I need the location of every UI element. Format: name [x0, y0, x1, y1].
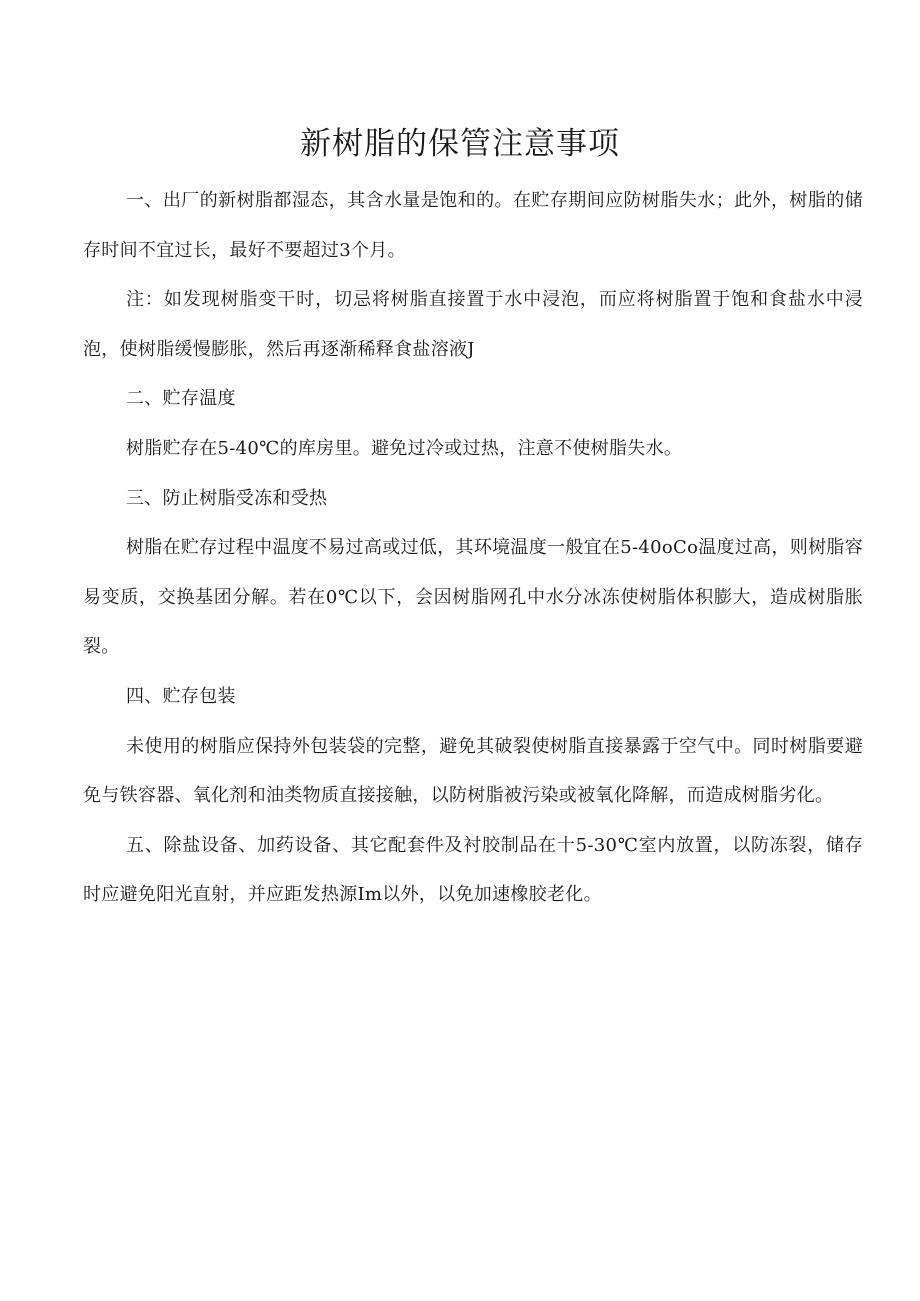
paragraph-section-1: 一、出厂的新树脂都湿态，其含水量是饱和的。在贮存期间应防树脂失水；此外，树脂的储存时间不宜过长，最好不要超过3个月。 — [83, 190, 863, 261]
document-body — [83, 176, 863, 920]
paragraph-note: 注：如发现树脂变干时，切忌将树脂直接置于水中浸泡，而应将树脂置于饱和食盐水中浸泡，使树脂缓慢膨胀，然后再逐渐稀释食盐溶液J — [83, 289, 863, 360]
paragraph-section-4: 未使用的树脂应保持外包装袋的完整，避免其破裂使树脂直接暴露于空气中。同时树脂要避免与铁容器、氧化剂和油类物质直接接触，以防树脂被污染或被氧化降解，而造成树脂劣化。 — [83, 735, 863, 807]
paragraph-section-2: 树脂贮存在5-40℃的库房里。避免过冷或过热，注意不使树脂失水。 — [126, 437, 683, 459]
heading-section-3: 三、防止树脂受冻和受热 — [126, 487, 328, 509]
document-title: 新树脂的保管注意事项 — [300, 126, 620, 162]
paragraph-section-5: 五、除盐设备、加药设备、其它配套件及衬胶制品在十5-30℃室内放置，以防冻裂，储存时应避免阳光直射，并应距发热源Im以外，以免加速橡胶老化。 — [83, 834, 863, 906]
paragraph-section-3: 树脂在贮存过程中温度不易过高或过低，其环境温度一般宜在5-40oCo温度过高，则树脂容易变质，交换基团分解。若在0℃以下，会因树脂网孔中水分冰冻使树脂体积膨大，造成树脂胀裂。 — [83, 537, 863, 658]
heading-section-2: 二、贮存温度 — [126, 388, 236, 410]
heading-section-4: 四、贮存包装 — [126, 685, 236, 707]
